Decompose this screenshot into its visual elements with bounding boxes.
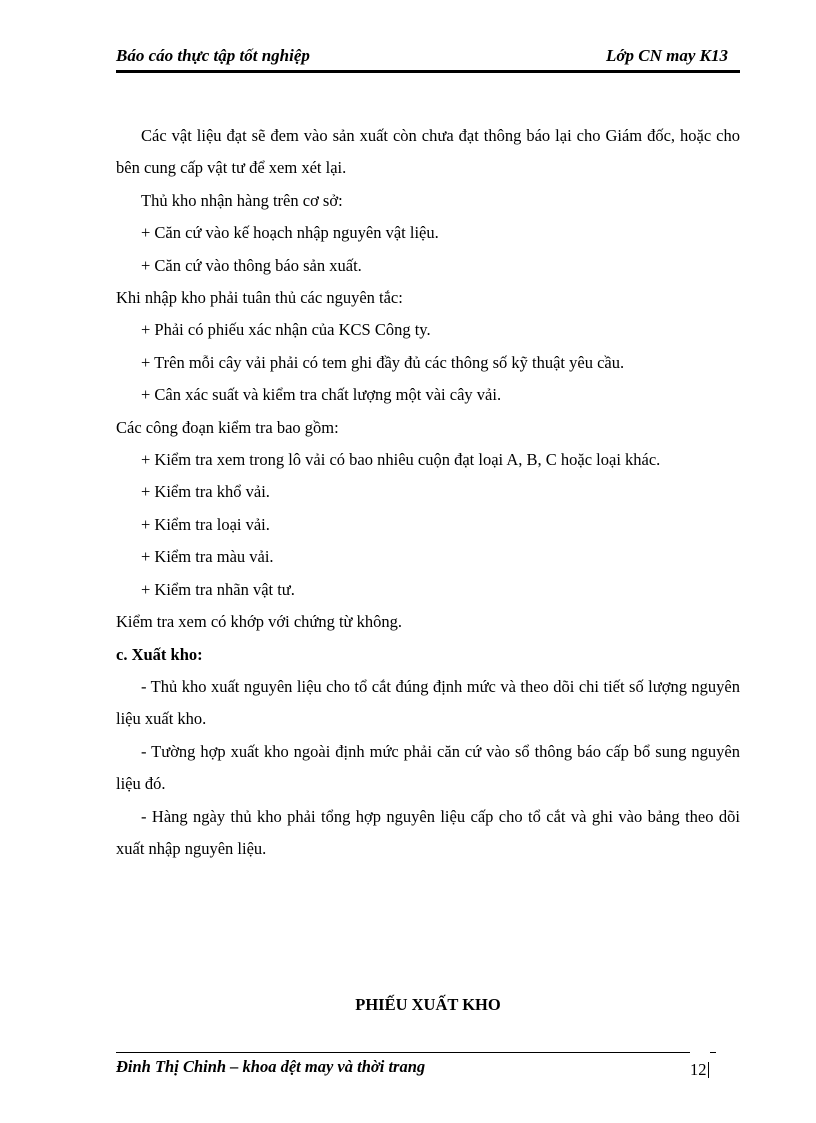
list-item: - Hàng ngày thủ kho phải tổng hợp nguyên liệu cấp cho tổ cắt và ghi vào bảng theo dõi xuất nhập nguyên liệu. xyxy=(116,806,740,858)
list-item: + Cân xác suất và kiểm tra chất lượng một vài cây vải. xyxy=(141,385,502,405)
section-heading: c. Xuất kho: xyxy=(116,644,203,664)
list-item: + Kiểm tra khổ vải. xyxy=(141,482,270,502)
list-item: + Kiểm tra loại vải. xyxy=(141,514,270,534)
form-title: PHIẾU XUẤT KHO xyxy=(355,995,501,1014)
list-item: + Kiểm tra nhãn vật tư. xyxy=(141,579,295,599)
list-item: + Kiểm tra màu vải. xyxy=(141,547,274,567)
page-header xyxy=(116,46,740,70)
footer-vertical-bar xyxy=(708,1062,709,1078)
list-item: + Trên mỗi cây vải phải có tem ghi đầy đủ các thông số kỹ thuật yêu cầu. xyxy=(141,352,625,372)
list-item: + Căn cứ vào kế hoạch nhập nguyên vật liệu. xyxy=(141,223,439,243)
list-item: - Tường hợp xuất kho ngoài định mức phải căn cứ vào sổ thông báo cấp bổ sung nguyên liệu đó. xyxy=(116,741,740,794)
page-number: 12 xyxy=(690,1060,707,1079)
paragraph: Các vật liệu đạt sẽ đem vào sản xuất còn chưa đạt thông báo lại cho Giám đốc, hoặc cho bên cung cấp vật tư để xem xét lại. xyxy=(116,126,740,178)
list-item: - Thủ kho xuất nguyên liệu cho tổ cắt đúng định mức và theo dõi chi tiết số lượng nguyên liệu xuất kho. xyxy=(116,676,740,729)
list-item: + Phải có phiếu xác nhận của KCS Công ty. xyxy=(141,320,431,340)
list-item: + Kiểm tra xem trong lô vải có bao nhiêu cuộn đạt loại A, B, C hoặc loại khác. xyxy=(141,450,661,470)
document-body xyxy=(116,120,740,865)
paragraph: Khi nhập kho phải tuân thủ các nguyên tắc: xyxy=(116,288,403,308)
header-rule xyxy=(116,70,740,73)
footer-rule xyxy=(116,1052,690,1053)
header-report-title: Báo cáo thực tập tốt nghiệp xyxy=(116,46,310,65)
footer-author: Đinh Thị Chinh – khoa dệt may và thời trang xyxy=(116,1057,426,1076)
header-class-name: Lớp CN may K13 xyxy=(606,46,728,65)
paragraph: Các công đoạn kiểm tra bao gồm: xyxy=(116,417,339,437)
footer-rule-tick xyxy=(710,1052,716,1053)
list-item: + Căn cứ vào thông báo sản xuất. xyxy=(141,255,362,275)
paragraph: Thủ kho nhận hàng trên cơ sở: xyxy=(141,190,343,210)
paragraph: Kiểm tra xem có khớp với chứng từ không. xyxy=(116,612,402,632)
